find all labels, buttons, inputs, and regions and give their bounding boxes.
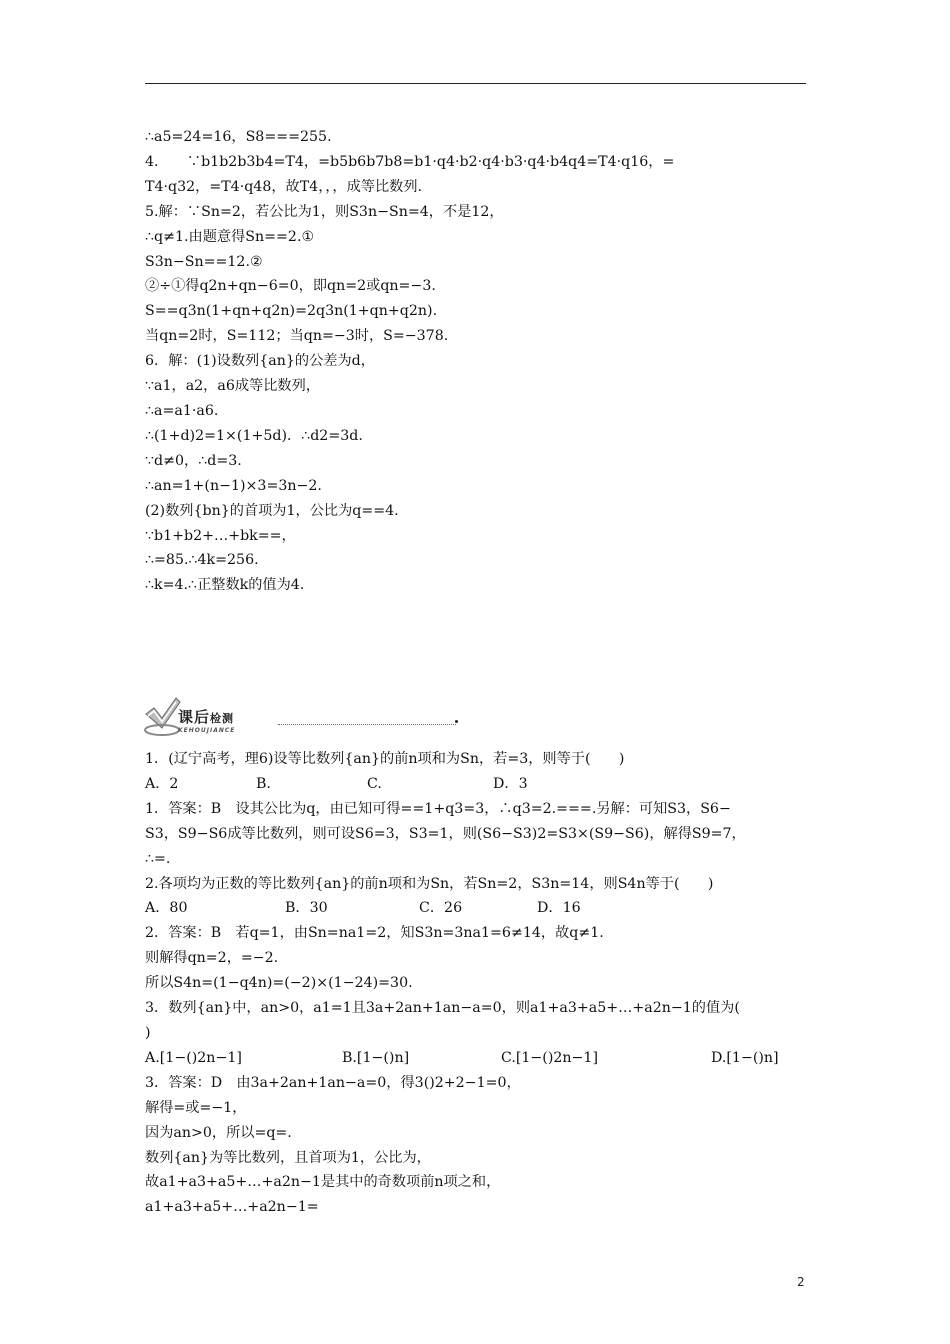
text-line: 当qn=2时，S=112；当qn=−3时，S=−378. bbox=[145, 328, 449, 345]
question-3-options bbox=[145, 1046, 809, 1071]
text-line: 6．解：(1)设数列{an}的公差为d， bbox=[145, 353, 375, 370]
option-c: C. bbox=[367, 775, 382, 792]
question-2: 2.各项均为正数的等比数列{an}的前n项和为Sn，若Sn=2，S3n=14，则S4n等于( ) bbox=[145, 875, 714, 892]
text-line: ∴k=4.∴正整数k的值为4. bbox=[145, 577, 305, 594]
answer-line: a1+a3+a5+…+a2n−1= bbox=[145, 1199, 319, 1216]
text-line: (2)数列{bn}的首项为1，公比为q==4. bbox=[145, 502, 399, 519]
checkmark-logo-icon bbox=[142, 694, 182, 736]
header-rule bbox=[145, 83, 806, 84]
answer-line: ∴=. bbox=[145, 850, 171, 867]
question-1-options bbox=[145, 772, 809, 797]
banner-dotted-line bbox=[278, 724, 456, 725]
question-3: 3．数列{an}中，an>0，a1=1且3a+2an+1an−a=0，则a1+a3+a5+…+a2n−1的值为( bbox=[145, 1000, 740, 1017]
option-b: B. bbox=[256, 775, 271, 792]
option-d: D．16 bbox=[537, 900, 581, 917]
exercise-block bbox=[145, 747, 809, 1220]
text-line: T4·q32，=T4·q48，故T4，，，成等比数列. bbox=[145, 178, 423, 195]
answer-line: 因为an>0，所以=q=. bbox=[145, 1124, 292, 1141]
text-line: ∴(1+d)2=1×(1+5d)．∴d2=3d. bbox=[145, 427, 363, 444]
banner-title-small: 检测 bbox=[210, 712, 235, 725]
answer-line: 故a1+a3+a5+…+a2n−1是其中的奇数项前n项之和， bbox=[145, 1174, 501, 1191]
text-line: ∴a=a1·a6. bbox=[145, 402, 219, 419]
answer-line: 1．答案：B 设其公比为q，由已知可得==1+q3=3，∴q3=2.===.另解：可知S3，S6− bbox=[145, 800, 731, 817]
option-d: D．3 bbox=[493, 775, 528, 792]
option-a: A．80 bbox=[145, 900, 188, 917]
option-b: B．30 bbox=[285, 900, 328, 917]
answer-line: 2．答案：B 若q=1，由Sn=na1=2，知S3n=3na1=6≠14，故q≠1. bbox=[145, 925, 604, 942]
text-line: ∴=85.∴4k=256. bbox=[145, 552, 259, 569]
text-line: S3n−Sn==12.② bbox=[145, 253, 263, 270]
banner-title-big: 课后 bbox=[178, 708, 211, 726]
solution-block-top bbox=[145, 125, 809, 598]
section-banner bbox=[142, 694, 462, 738]
text-line: ∵a1，a2，a6成等比数列， bbox=[145, 378, 320, 395]
text-line: ∴a5=24=16，S8===255. bbox=[145, 129, 332, 145]
option-c: C．26 bbox=[419, 900, 463, 917]
text-line: ∴an=1+(n−1)×3=3n−2. bbox=[145, 477, 322, 494]
question-2-options bbox=[145, 896, 809, 921]
text-line: ②÷①得q2n+qn−6=0，即qn=2或qn=−3. bbox=[145, 278, 436, 295]
answer-line: S3，S9−S6成等比数列，则可设S6=3，S3=1，则(S6−S3)2=S3×(S9−S6)，解得S9=7， bbox=[145, 825, 746, 842]
option-b: B.[1−()n] bbox=[342, 1049, 410, 1066]
text-line: ∵d≠0，∴d=3. bbox=[145, 452, 242, 469]
option-d: D.[1−()n] bbox=[711, 1049, 779, 1066]
page-number: 2 bbox=[797, 1275, 805, 1289]
answer-line: 3．答案：D 由3a+2an+1an−a=0，得3()2+2−1=0， bbox=[145, 1074, 521, 1091]
answer-line: 所以S4n=(1−q4n)=(−2)×(1−24)=30. bbox=[145, 975, 413, 992]
question-1: 1．(辽宁高考，理6)设等比数列{an}的前n项和为Sn，若=3，则等于( ) bbox=[145, 751, 625, 767]
option-a: A．2 bbox=[145, 775, 179, 792]
answer-line: 解得=或=−1， bbox=[145, 1099, 247, 1116]
text-line: S==q3n(1+qn+q2n)=2q3n(1+qn+q2n). bbox=[145, 303, 438, 320]
banner-title bbox=[178, 706, 234, 727]
text-line: ∴q≠1.由题意得Sn==2.① bbox=[145, 228, 315, 245]
option-c: C.[1−()2n−1] bbox=[501, 1049, 598, 1066]
answer-line: 数列{an}为等比数列，且首项为1，公比为， bbox=[145, 1149, 431, 1166]
banner-subtitle: KEHOUJIANCE bbox=[178, 727, 236, 734]
banner-end-dot bbox=[455, 720, 458, 723]
text-line: ∵b1+b2+…+bk==， bbox=[145, 527, 296, 544]
text-line: 5.解：∵Sn=2，若公比为1，则S3n−Sn=4，不是12， bbox=[145, 203, 504, 220]
text-line: 4. ∵b1b2b3b4=T4，=b5b6b7b8=b1·q4·b2·q4·b3·q4·b4q4=T4·q16，= bbox=[145, 153, 675, 170]
question-3-cont: ) bbox=[145, 1024, 151, 1041]
answer-line: 则解得qn=2，=−2. bbox=[145, 950, 279, 967]
option-a: A.[1−()2n−1] bbox=[145, 1049, 242, 1066]
